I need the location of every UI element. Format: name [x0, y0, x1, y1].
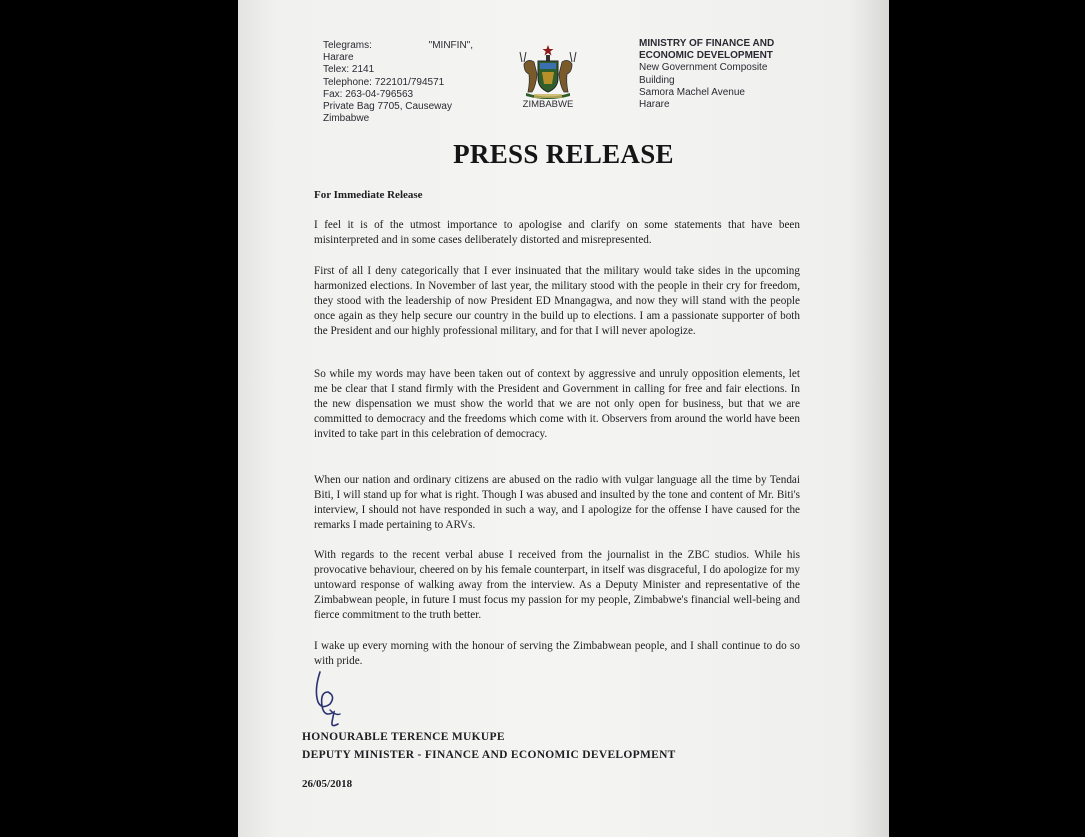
letterhead-telegrams-row	[323, 40, 473, 52]
paragraph-military: First of all I deny categorically that I ever insinuated that the military would take sides in the upcoming harmonized elections. In November of last year, the military stood with the people in their cry for freedom, they stood with the leadership of now President ED Mnangagwa, and now they will stand with the people once again as they help secure our country in the build up to elections. I am a passionate supporter of both the President and our highly professional military, and for that I will never apologize.	[314, 265, 800, 337]
paragraph-apology: I feel it is of the utmost importance to apologise and clarify on some statements that have been misinterpreted and in some cases deliberately distorted and misrepresented.	[314, 219, 800, 246]
signatory-title: DEPUTY MINISTER - FINANCE AND ECONOMIC DEVELOPMENT	[302, 749, 676, 761]
ministry-address-line1: New Government Composite	[639, 62, 768, 74]
signatory-name: HONOURABLE TERENCE MUKUPE	[302, 731, 505, 743]
letterhead-private-bag: Private Bag 7705, Causeway	[323, 101, 452, 113]
letterhead-ministry-block	[639, 38, 774, 111]
letterhead-contact-block	[323, 40, 473, 125]
ministry-name-line2: ECONOMIC DEVELOPMENT	[639, 50, 773, 62]
release-date: 26/05/2018	[302, 778, 353, 790]
zimbabwe-coat-of-arms-icon	[514, 44, 582, 100]
letterhead-telex: Telex: 2141	[323, 64, 375, 76]
release-label: For Immediate Release	[314, 189, 423, 201]
paragraph-zbc: With regards to the recent verbal abuse I received from the journalist in the ZBC studios. While his provocative behaviour, cheered on by his female counterpart, in itself was disgraceful, I do apologize for my untoward response of walking away from the interview. As a Deputy Minister and representative of the Zimbabwean people, in future I must focus my passion for my people, Zimbabwe's financial well-being and fierce commitment to the truth better.	[314, 549, 800, 621]
ministry-address-line3: Samora Machel Avenue	[639, 86, 745, 98]
letterhead-telephone: Telephone: 722101/794571	[323, 76, 445, 88]
handwritten-signature-icon	[310, 662, 360, 734]
letterhead-country: Zimbabwe	[323, 113, 370, 125]
ministry-address-line2: Building	[639, 74, 675, 86]
document-title: PRESS RELEASE	[453, 139, 674, 169]
letterhead-fax: Fax: 263-04-796563	[323, 88, 414, 100]
telegrams-value: "MINFIN",	[428, 40, 473, 51]
letterhead-city: Harare	[323, 52, 354, 64]
ministry-name-line1: MINISTRY OF FINANCE AND	[639, 38, 775, 49]
crest-caption: ZIMBABWE	[522, 99, 574, 110]
paragraph-biti: When our nation and ordinary citizens are abused on the radio with vulgar language all the time by Tendai Biti, I will stand up for what is right. Though I was abused and insulted by the tone and content of Mr. Biti's interview, I should not have responded in such a way, and I apologize for the offense I have caused for the remarks I made pertaining to ARVs.	[314, 474, 800, 531]
telegrams-label: Telegrams:	[323, 40, 372, 51]
paragraph-elections: So while my words may have been taken out of context by aggressive and unruly opposition elements, let me be clear that I stand firmly with the President and Government in calling for free and fair elections. In the new dispensation we must show the world that we are not only open for business, but that we are committed to democracy and the freedoms which come with it. Observers from around the world have been invited to take part in this celebration of democracy.	[314, 368, 800, 440]
paragraph-closing: I wake up every morning with the honour of serving the Zimbabwean people, and I shall continue to do so with pride.	[314, 640, 800, 667]
document-page	[238, 0, 889, 837]
ministry-address-line4: Harare	[639, 99, 670, 111]
